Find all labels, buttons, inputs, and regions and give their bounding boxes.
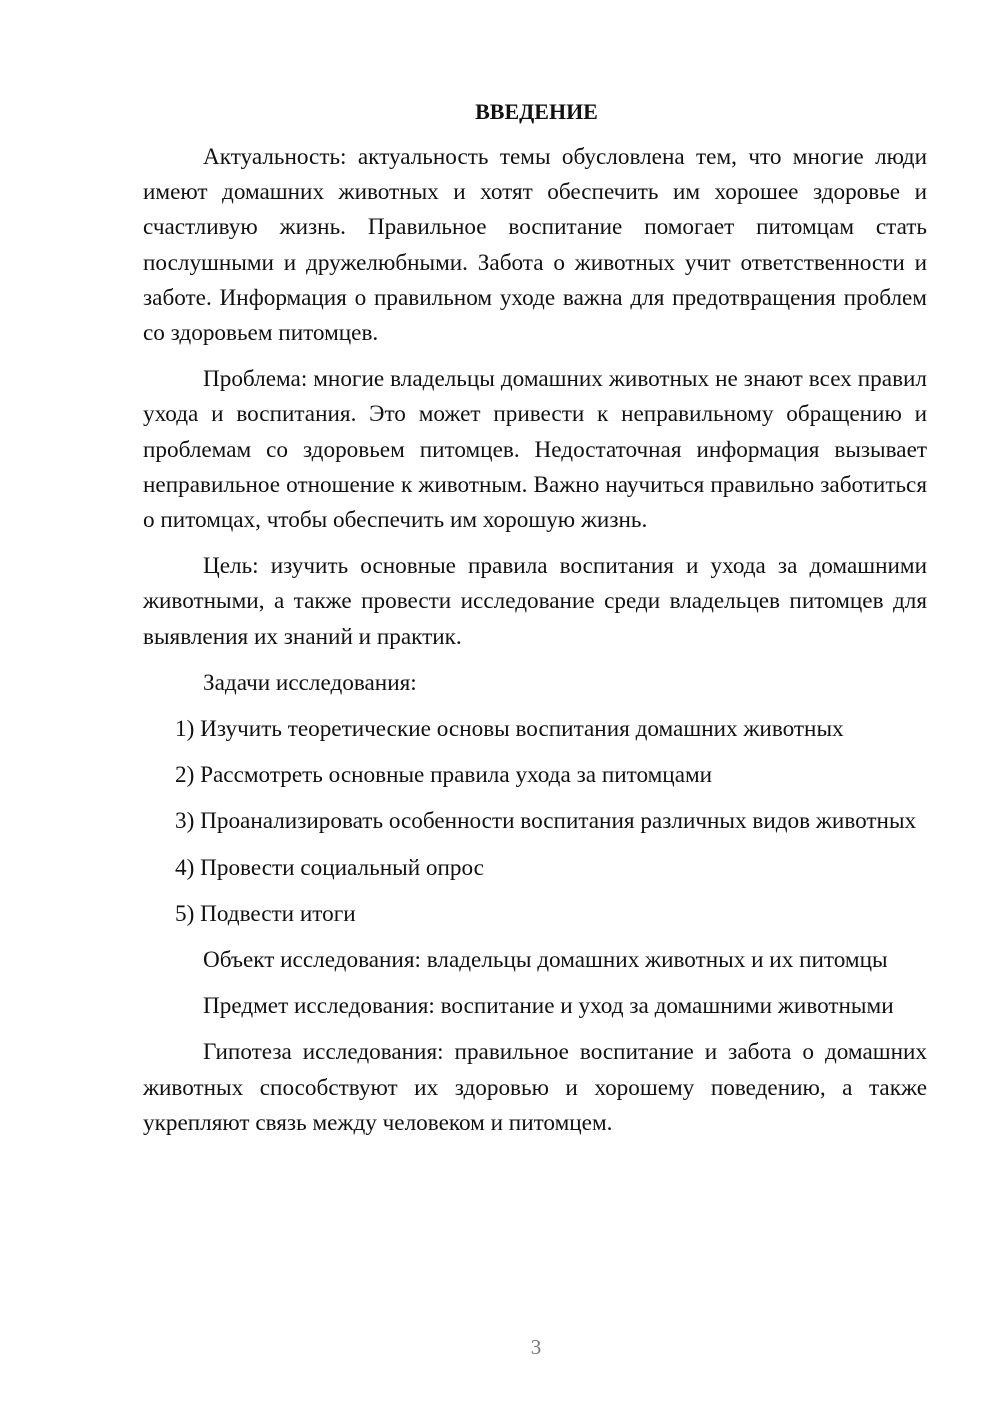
- paragraph-subject: Предмет исследования: воспитание и уход за домашними животными: [203, 993, 894, 1020]
- page-content: [143, 94, 927, 1141]
- section-heading: ВВЕДЕНИЕ: [475, 99, 598, 124]
- task-item: 3) Проанализировать особенности воспитания различных видов животных: [175, 808, 917, 835]
- paragraph-goal: Цель: изучить основные правила воспитания и ухода за домашними животными, а также провести исследование среди владельцев питомцев для выявления их знаний и практик.: [143, 553, 927, 650]
- task-item: 2) Рассмотреть основные правила ухода за питомцами: [175, 762, 713, 789]
- tasks-list: [143, 712, 927, 932]
- paragraph-object: Объект исследования: владельцы домашних животных и их питомцы: [203, 947, 888, 974]
- paragraph-problem: Проблема: многие владельцы домашних животных не знают всех правил ухода и воспитания. Это может привести к неправильному обращению и проблемам со здоровьем питомцев. Недостаточная информация вызывает неправильное отношение к животным. Важно научиться правильно заботиться о питомцах, чтобы обеспечить им хорошую жизнь.: [143, 366, 927, 534]
- paragraph-hypothesis: Гипотеза исследования: правильное воспитание и забота о домашних животных способствуют их здоровью и хорошему поведению, а также укрепляют связь между человеком и питомцем.: [143, 1039, 927, 1136]
- page-number: 3: [530, 1335, 542, 1359]
- task-item: 1) Изучить теоретические основы воспитания домашних животных: [175, 716, 844, 743]
- task-item: 4) Провести социальный опрос: [175, 854, 484, 881]
- paragraph-tasks-title: Задачи исследования:: [203, 669, 417, 696]
- paragraph-relevance: Актуальность: актуальность темы обусловлена тем, что многие люди имеют домашних животных и хотят обеспечить им хорошее здоровье и счастливую жизнь. Правильное воспитание помогает питомцам стать послушными и дружелюбными. Забота о животных учит ответственности и заботе. Информация о правильном уходе важна для предотвращения проблем со здоровьем питомцев.: [143, 144, 927, 347]
- task-item: 5) Подвести итоги: [175, 900, 356, 927]
